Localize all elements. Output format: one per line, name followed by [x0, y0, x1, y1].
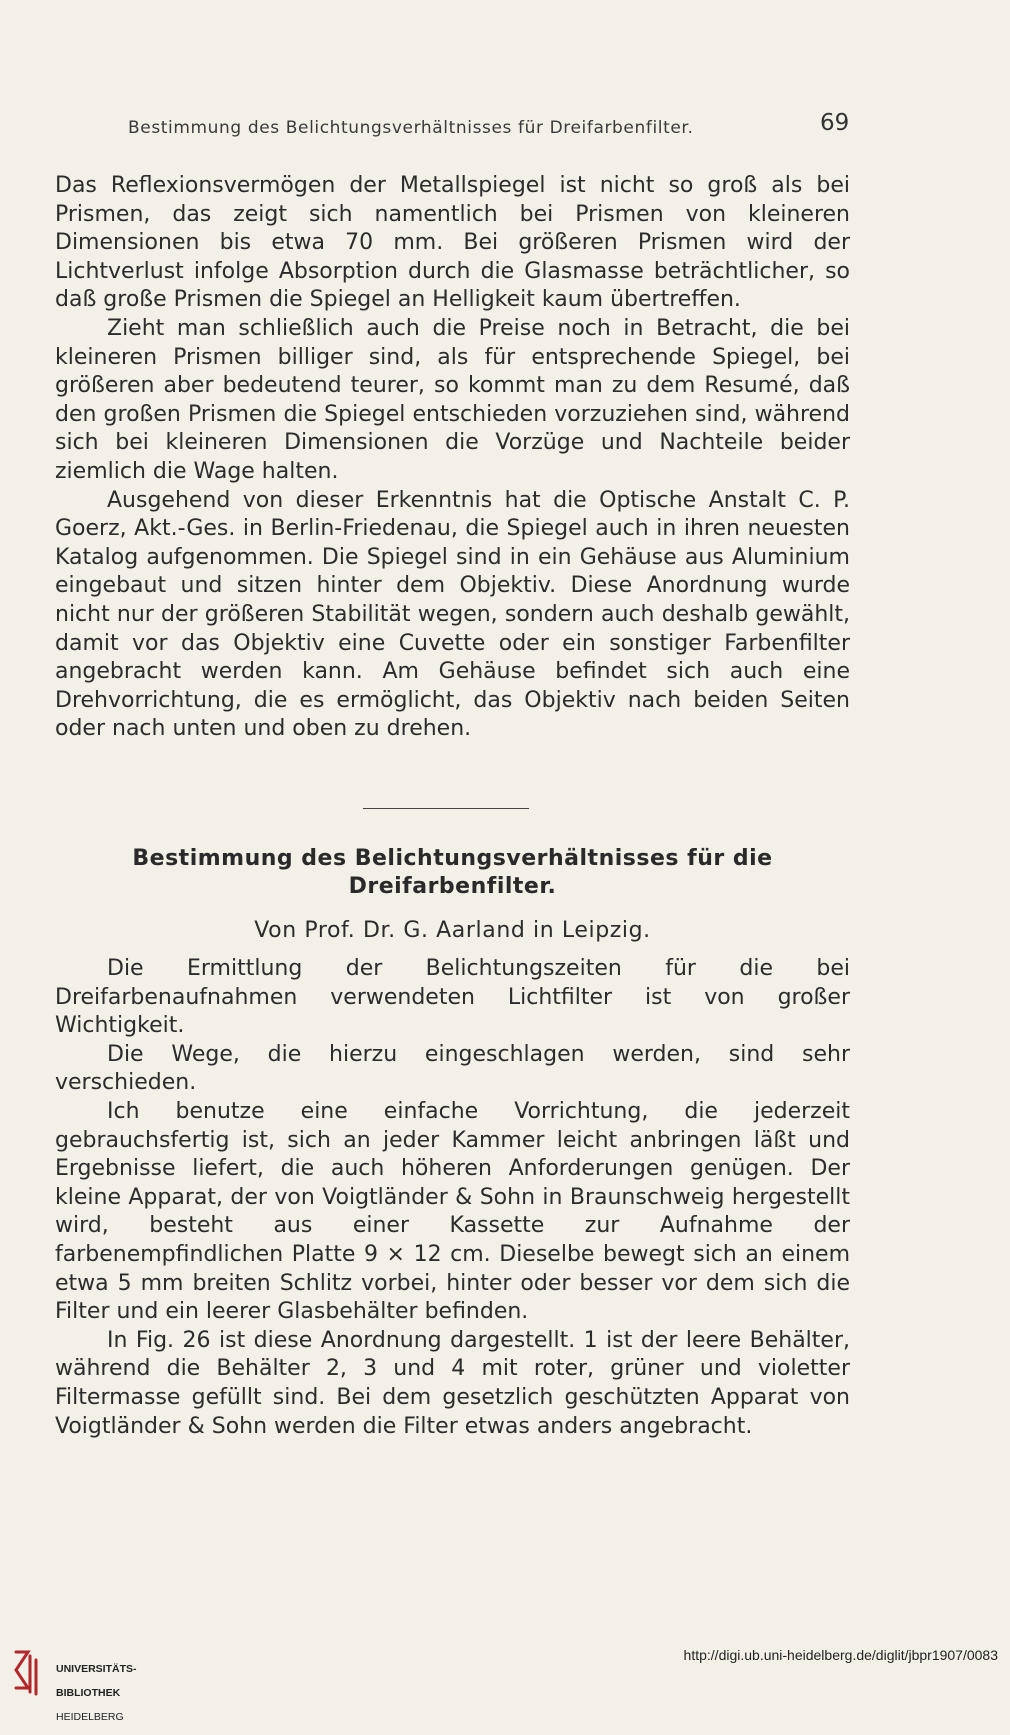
paragraph: Zieht man schließlich auch die Preise noch in Betracht, die bei kleineren Prismen billiger sind, als für entsprechende Spiegel, bei größeren aber bedeutend teurer, so kommt man zu dem Resumé, daß den großen Prismen die Spiegel entschieden vorzuziehen sind, während sich bei kleineren Dimensionen die Vorzüge und Nachteile beider ziemlich die Wage halten.: [55, 315, 850, 484]
library-logo[interactable]: [8, 1646, 148, 1723]
section-separator: [363, 808, 529, 809]
article-body: [55, 955, 850, 1441]
paragraph: In Fig. 26 ist diese Anordnung dargestellt. 1 ist der leere Behälter, während die Behälter 2, 3 und 4 mit roter, grüner und violetter Filtermasse gefüllt sind. Bei dem gesetzlich geschützten Apparat von Voigtländer & Sohn werden die Filter etwas anders angebracht.: [55, 1327, 850, 1439]
page-number: 69: [820, 110, 850, 136]
logo-line: HEIDELBERG: [56, 1711, 124, 1723]
paragraph: Das Reflexionsvermögen der Metallspiegel ist nicht so groß als bei Prismen, das zeigt sich namentlich bei Prismen von kleineren Dimensionen bis etwa 70 mm. Bei größeren Prismen wird der Lichtverlust infolge Absorption durch die Glasmasse beträchtlicher, so daß große Prismen die Spiegel an Helligkeit kaum übertreffen.: [55, 173, 850, 313]
article-title: Bestimmung des Belichtungsverhältnisses für die Dreifarbenfilter.: [132, 846, 773, 899]
library-logo-icon: [8, 1646, 50, 1698]
paragraph: Die Wege, die hierzu eingeschlagen werden, sind sehr verschieden.: [55, 1041, 850, 1096]
paragraph: Ausgehend von dieser Erkenntnis hat die Optische Anstalt C. P. Goerz, Akt.-Ges. in Berlin-Friedenau, die Spiegel auch in ihren neuesten Katalog aufgenommen. Die Spiegel sind in ein Gehäuse aus Aluminium eingebaut und sitzen hinter dem Objektiv. Diese Anordnung wurde nicht nur der größeren Stabilität wegen, sondern auch deshalb gewählt, damit vor das Objektiv eine Cuvette oder ein sonstiger Farbenfilter angebracht werden kann. Am Gehäuse befindet sich auch eine Drehvorrichtung, die es ermöglicht, das Objektiv nach beiden Seiten oder nach unten und oben zu drehen.: [55, 487, 850, 742]
paragraph: Ich benutze eine einfache Vorrichtung, die jederzeit gebrauchsfertig ist, sich an jeder Kammer leicht anbringen läßt und Ergebnisse liefert, die auch höheren Anforderungen genügen. Der kleine Apparat, der von Voigtländer & Sohn in Braunschweig hergestellt wird, besteht aus einer Kassette zur Aufnahme der farbenempfindlichen Platte 9 × 12 cm. Dieselbe bewegt sich an einem etwa 5 mm breiten Schlitz vorbei, hinter oder besser vor dem sich die Filter und ein leerer Glasbehälter befinden.: [55, 1098, 850, 1325]
source-url-link[interactable]: http://digi.ub.uni-heidelberg.de/diglit/jbpr1907/0083: [683, 1647, 998, 1663]
section-continuation: [55, 172, 850, 744]
article-author: Von Prof. Dr. G. Aarland in Leipzig.: [254, 918, 651, 943]
paragraph: Die Ermittlung der Belichtungszeiten für die bei Dreifarbenaufnahmen verwendeten Lichtfilter ist von großer Wichtigkeit.: [55, 956, 850, 1039]
logo-line: BIBLIOTHEK: [56, 1687, 121, 1699]
logo-line: UNIVERSITÄTS-: [56, 1663, 137, 1675]
library-logo-text: [56, 1651, 137, 1735]
running-head: Bestimmung des Belichtungsverhältnisses für Dreifarbenfilter.: [128, 118, 694, 138]
